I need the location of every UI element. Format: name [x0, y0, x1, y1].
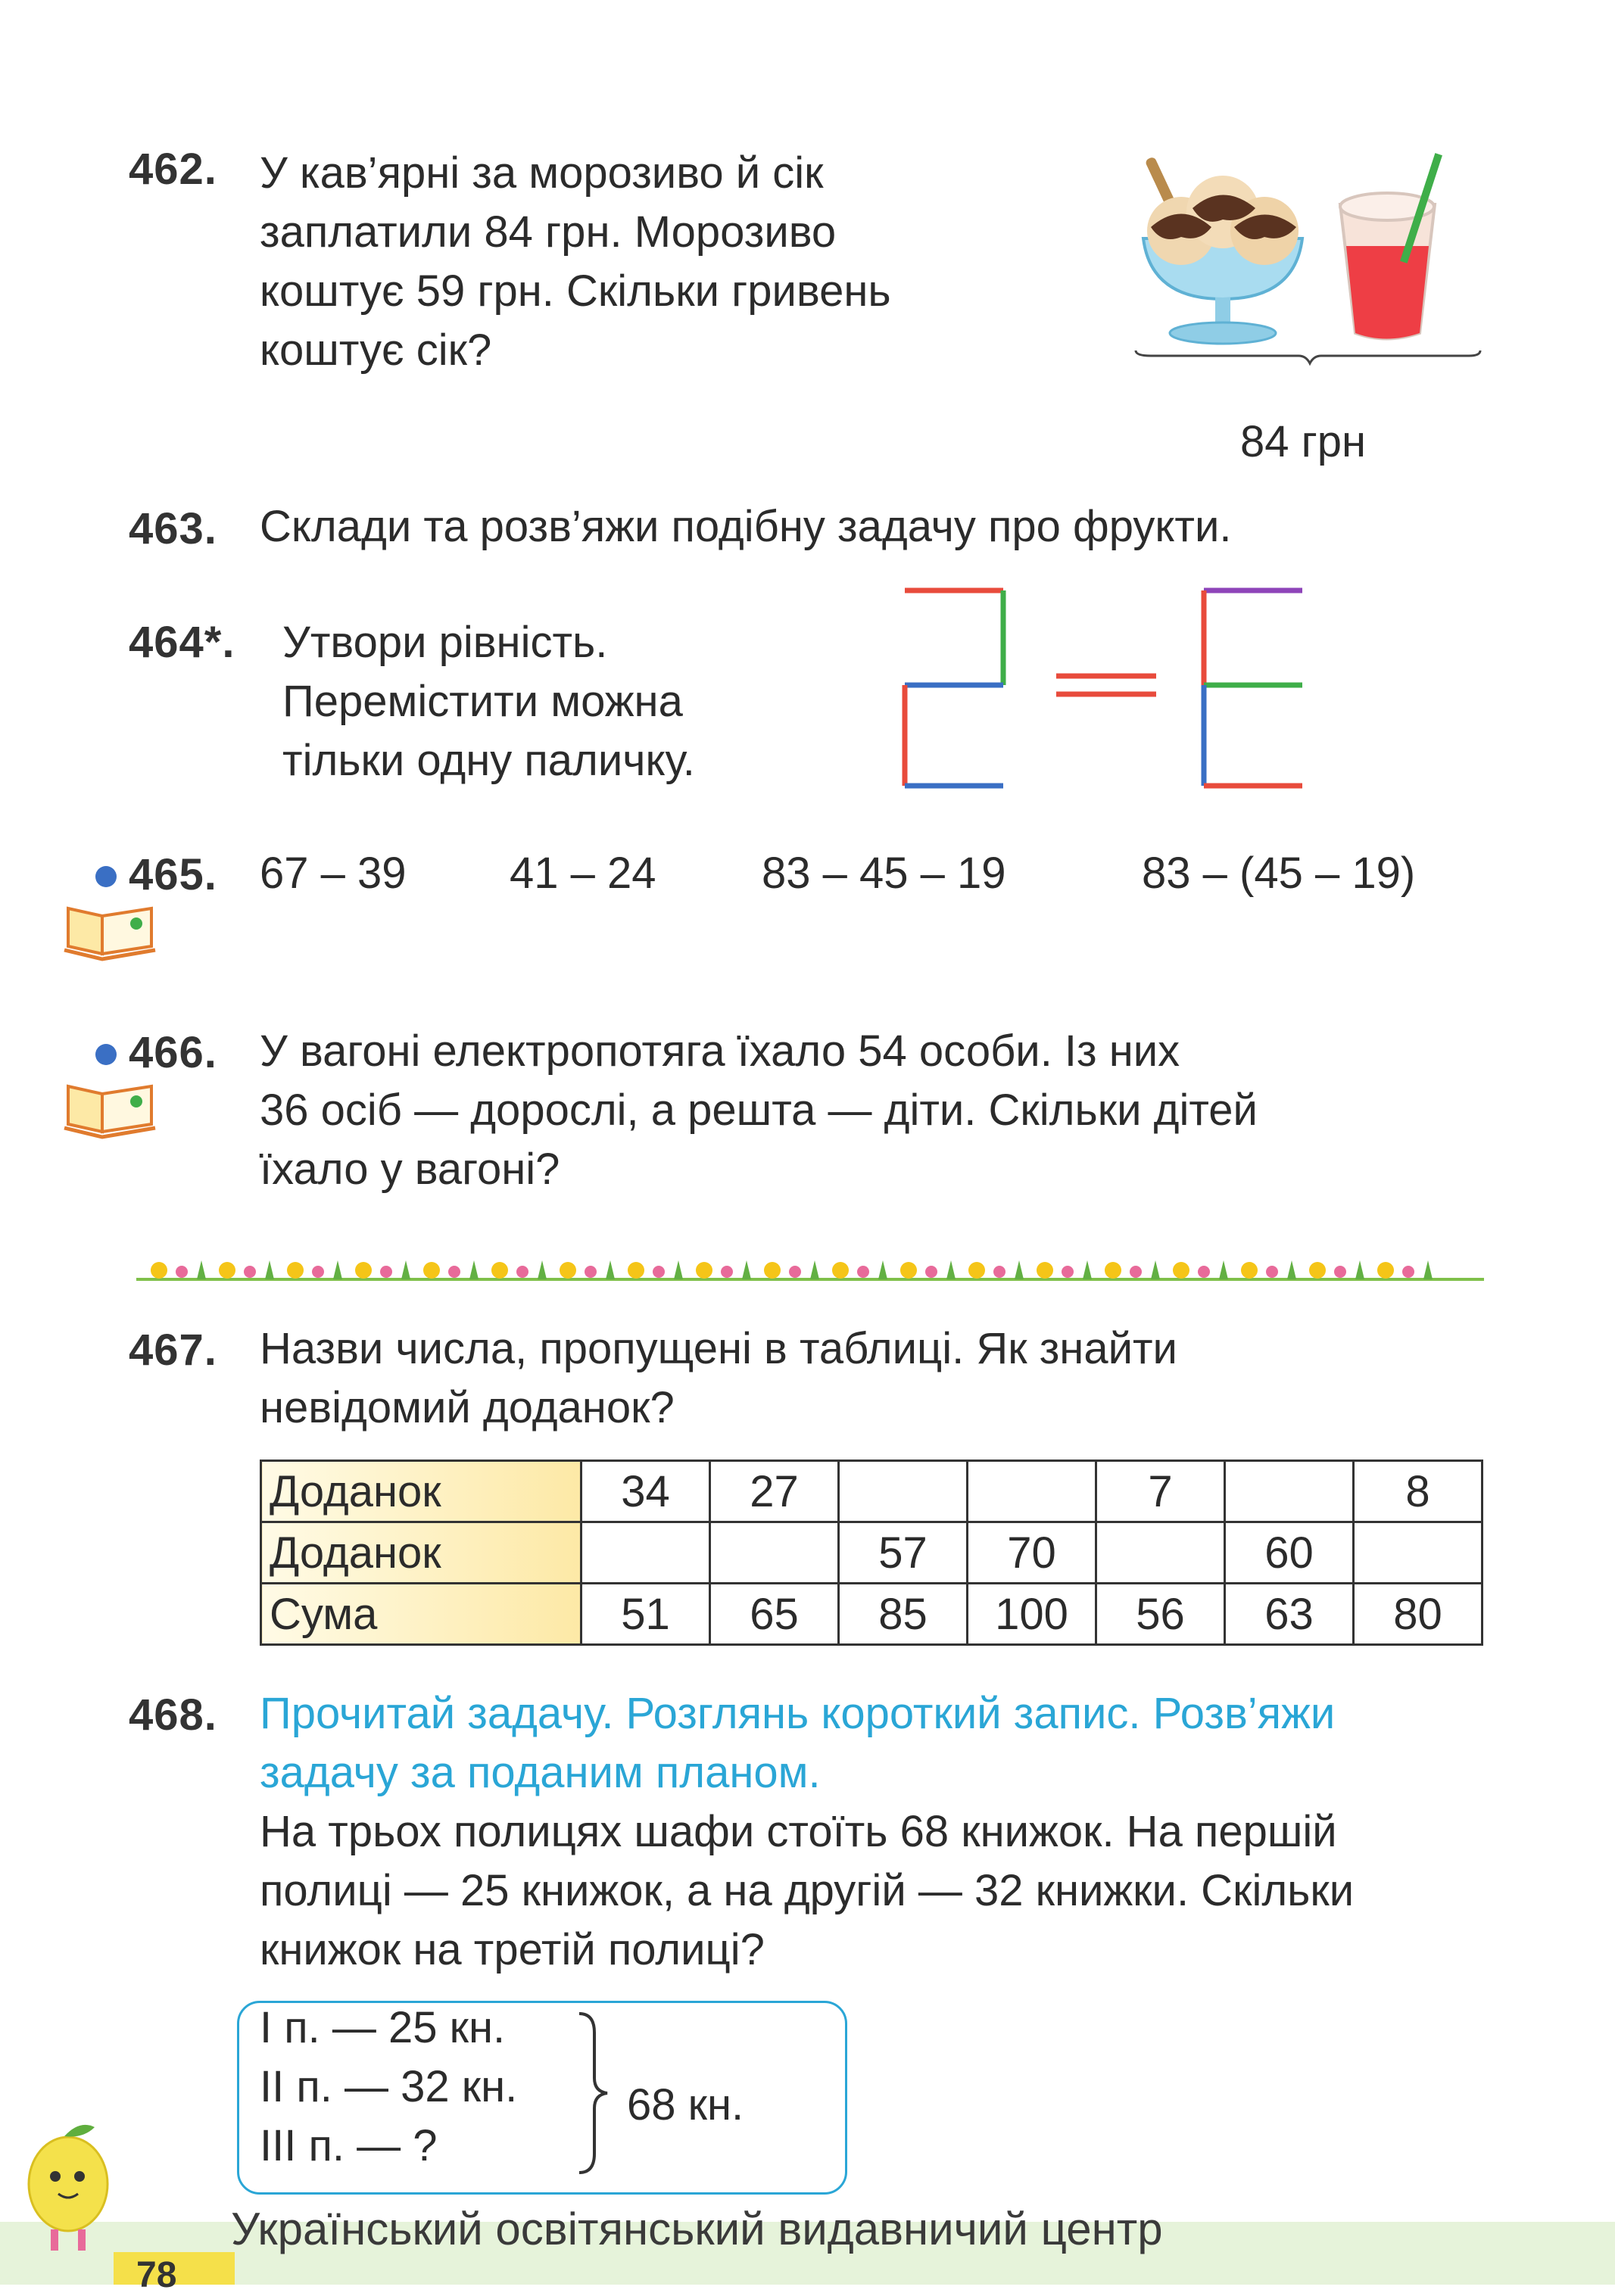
- table-cell: 57: [839, 1522, 968, 1584]
- table-cell: 34: [581, 1461, 710, 1522]
- problem-467-number: 467.: [129, 1326, 217, 1375]
- problem-462-line: У кав’ярні за морозиво й сік: [260, 148, 824, 198]
- problem-466-line: У вагоні електропотяга їхало 54 особи. Із них: [260, 1027, 1180, 1076]
- ice-cream-and-juice-illustration: [1128, 148, 1484, 367]
- table-row: [261, 1461, 1482, 1522]
- table-cell: [710, 1522, 839, 1584]
- problem-464-number: 464*.: [129, 618, 235, 667]
- row-label: Сума: [261, 1584, 581, 1645]
- table-cell: 100: [968, 1584, 1096, 1645]
- row-label: Доданок: [261, 1461, 581, 1522]
- right-brace-icon: [575, 2010, 613, 2176]
- short-record-rows: [260, 1998, 517, 2176]
- flower-border-decoration: [136, 1241, 1484, 1287]
- instruction-line: задачу за поданим планом.: [260, 1748, 821, 1797]
- table-row: [261, 1584, 1482, 1645]
- problem-462-line: коштує 59 грн. Скільки гривень: [260, 266, 891, 316]
- table-cell: [1096, 1522, 1225, 1584]
- row-label: Доданок: [261, 1522, 581, 1584]
- problem-464-text: [282, 613, 695, 790]
- table-cell: 60: [1225, 1522, 1354, 1584]
- problem-468-task: [260, 1802, 1485, 1980]
- problem-466-line: 36 осіб — дорослі, а решта — діти. Скільки дітей: [260, 1086, 1258, 1135]
- problem-466-text: [260, 1022, 1485, 1199]
- table-row: [261, 1522, 1482, 1584]
- short-record-row: І п. — 25 кн.: [260, 2003, 506, 2052]
- table-cell: 27: [710, 1461, 839, 1522]
- problem-467-text: [260, 1319, 1485, 1438]
- table-cell: [581, 1522, 710, 1584]
- expression: 83 – (45 – 19): [1142, 849, 1416, 898]
- problem-465-number: 465.: [129, 850, 217, 899]
- problem-468-instruction: [260, 1684, 1485, 1802]
- problem-464-line: тільки одну паличку.: [282, 736, 695, 785]
- problem-462-text: [260, 144, 1017, 380]
- problem-466-line: їхало у вагоні?: [260, 1145, 560, 1194]
- matchstick-equation-figure: [901, 587, 1325, 799]
- table-cell: 65: [710, 1584, 839, 1645]
- problem-468-number: 468.: [129, 1690, 217, 1740]
- problem-462-number: 462.: [129, 145, 217, 194]
- problem-463-text: Склади та розв’яжи подібну задачу про фрукти.: [260, 502, 1232, 551]
- problem-463-number: 463.: [129, 504, 217, 553]
- problem-464-line: Утвори рівність.: [282, 618, 608, 667]
- table-cell: [1225, 1461, 1354, 1522]
- task-line: полиці — 25 книжок, а на другій — 32 книжки. Скільки: [260, 1866, 1355, 1915]
- table-cell: 70: [968, 1522, 1096, 1584]
- table-cell: [968, 1461, 1096, 1522]
- page-number: 78: [136, 2255, 177, 2295]
- problem-464-line: Перемістити можна: [282, 677, 683, 726]
- problem-462-line: коштує сік?: [260, 326, 492, 375]
- lemon-mascot-icon: [11, 2112, 125, 2263]
- expression: 41 – 24: [510, 849, 656, 898]
- problem-466-number: 466.: [129, 1028, 217, 1077]
- table-cell: 85: [839, 1584, 968, 1645]
- table-cell: [839, 1461, 968, 1522]
- table-cell: 56: [1096, 1584, 1225, 1645]
- short-record-row: ІІІ п. — ?: [260, 2121, 438, 2170]
- table-cell: [1354, 1522, 1482, 1584]
- table-cell: 51: [581, 1584, 710, 1645]
- problem-467-line: невідомий доданок?: [260, 1383, 675, 1432]
- publisher-name: Український освітянський видавничий центр: [231, 2204, 1163, 2254]
- instruction-line: Прочитай задачу. Розглянь короткий запис. Розв’яжи: [260, 1689, 1336, 1738]
- expression: 67 – 39: [260, 849, 407, 898]
- task-line: книжок на третій полиці?: [260, 1925, 765, 1974]
- expression: 83 – 45 – 19: [762, 849, 1006, 898]
- table-cell: 7: [1096, 1461, 1225, 1522]
- short-record-total: 68 кн.: [627, 2080, 744, 2129]
- problem-467-line: Назви числа, пропущені в таблиці. Як знайти: [260, 1324, 1177, 1373]
- price-label: 84 грн: [1240, 417, 1367, 466]
- table-cell: 80: [1354, 1584, 1482, 1645]
- addends-table: [260, 1460, 1483, 1646]
- short-record-row: ІІ п. — 32 кн.: [260, 2062, 518, 2111]
- problem-462-line: заплатили 84 грн. Морозиво: [260, 207, 837, 257]
- table-cell: 63: [1225, 1584, 1354, 1645]
- table-cell: 8: [1354, 1461, 1482, 1522]
- task-line: На трьох полицях шафи стоїть 68 книжок. На першій: [260, 1807, 1337, 1856]
